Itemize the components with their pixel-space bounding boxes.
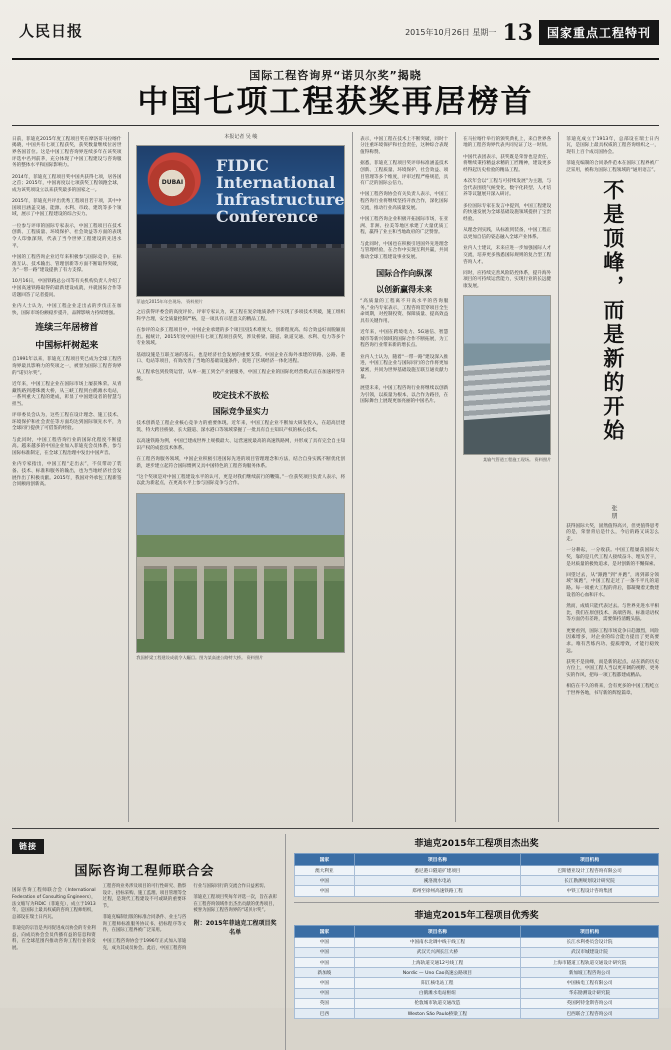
- paragraph: 自1991年以来，菲迪克工程项目奖已成为全球工程咨询界最具影响力的奖项之一，被誉为国际工程咨询界的“诺贝尔奖”。: [12, 357, 122, 376]
- awards-table-2: [294, 925, 659, 1020]
- column-header: 国家: [295, 925, 355, 937]
- table-row: [295, 998, 659, 1008]
- headline-divider: [12, 125, 659, 126]
- cell-country: 澳大利亚: [295, 866, 355, 876]
- awards-table-2-title: 菲迪克2015年工程项目优秀奖: [414, 910, 539, 921]
- cell-org: 长江勘测规划设计研究院: [521, 876, 659, 886]
- paragraph: 评审委员会认为，这些工程在设计理念、施工技术、环境保护和社会责任等方面均达到国际领先水平，为全球同行提供了可借鉴的经验。: [12, 413, 122, 432]
- paragraph: 菲迪克成立于1913年，总部设在瑞士日内瓦，是国际上最具权威的工程咨询组织之一，现有上百个成员国协会。: [566, 136, 659, 155]
- paragraph: 日前，菲迪克2015年度工程项目奖在摩洛哥马拉喀什揭晓，中国共有七项工程获奖，获奖数量继续位居世界各国首位。这是中国工程咨询界连续多年在该奖项评选中名列前茅，充分体现了中国工程建设与咨询服务的整体水平和国际影响力。: [12, 136, 122, 169]
- cell-project: 上海轨道交通12号线工程: [354, 958, 520, 968]
- pipeline-tube: [463, 359, 551, 420]
- paragraph: 近年来，中国在跨境电力、5G通信、智慧城市等新兴领域的国际合作不断拓展，为工程咨询行业带来新的增长点。: [360, 330, 449, 349]
- paragraph: 基础设施是互联互通的基石，也是经济社会发展的重要支撑。中国企业在海外承建的铁路、公路、港口、电站等项目，有效改善了当地的基础设施条件，促进了区域经济一体化进程。: [136, 352, 346, 365]
- paragraph: 之后获得评委会的高度评价。评审专家认为，该工程在复杂地质条件下实现了多项技术突破，施工组织科学合理，安全质量控制严格，是一项具有示范意义的精品工程。: [136, 310, 346, 322]
- paragraph: 业内人士建议，未来应进一步加强国际人才交流，培养更多熟悉国际规则的复合型工程咨询人才。: [463, 246, 552, 265]
- cell-project: 白鹤滩水电站枢纽: [354, 988, 520, 998]
- box-body: [12, 884, 277, 952]
- paragraph: 然而，成绩只能代表过去。与世界先进水平相比，我们在原创技术、高端咨询、标准话语权等方面仍有差距，需要保持清醒头脑。: [566, 604, 659, 623]
- paragraph: 与此同时，中国也在积极引进国外先进理念与管理经验，在合作中实现互利共赢，共同推动全球工程建设事业发展。: [360, 241, 449, 260]
- issue-date: 2015年10月26日 星期一: [405, 28, 497, 37]
- newspaper-logo: 人民日报: [18, 21, 83, 40]
- photo-stage: [137, 248, 344, 296]
- column-header: 项目名称: [354, 925, 520, 937]
- cell-org: 巴斯德亚设计工程咨询有限公司: [521, 866, 659, 876]
- masthead-right: [405, 14, 659, 45]
- column-divider: [558, 132, 559, 822]
- masthead: [12, 14, 659, 60]
- table-row: [295, 876, 659, 886]
- paragraph: 中国的工程咨询企业近年来积极参与国际竞争，在标准互认、技术输出、管理创新等方面不断取得突破，为“一带一路”建设提供了有力支撑。: [12, 254, 122, 274]
- paragraph: 在马拉喀什举行的颁奖典礼上，来自世界各地的工程咨询界代表共同见证了这一时刻。: [463, 136, 552, 149]
- section-subhead: 中国标杆树起来: [35, 341, 99, 352]
- photo-caption: 菲迪克2015年年会现场。 资料照片: [136, 299, 203, 305]
- paragraph: 中国工程咨询协会于1996年正式加入菲迪克，成为其成员协会。此后，中国工程咨询行业与国际同行的交流合作日益密切。: [102, 884, 268, 951]
- paragraph: 从工程承包到投资运营，从单一施工到全产业链服务，中国工程企业的国际化经营模式正在加速转型升级。: [136, 370, 346, 383]
- link-tag: 链接: [12, 839, 44, 854]
- special-section-badge: 国家重点工程特刊: [539, 20, 659, 45]
- bottom-section: [12, 828, 659, 1050]
- photo-caption: 某输气管道工程施工现场。 资料照片: [482, 457, 552, 463]
- paragraph: “高质量的工程离不开高水平的咨询服务。”业内专家表示，工程咨询贯穿项目全生命周期，对控制投资、保障质量、提高效益具有关键作用。: [360, 298, 449, 324]
- pipeline-photo: [463, 295, 551, 455]
- cell-org: 英国阿特金斯咨询公司: [521, 998, 659, 1008]
- cell-project: 阳江核电站工程: [354, 978, 520, 988]
- paragraph: 更要看到，国际工程市场竞争日趋激烈，风险因素增多，对企业的综合能力提出了更高要求。唯有苦练内功、提质增效，才能行稳致远。: [566, 628, 659, 654]
- box-title: 国际咨询工程师联合会: [74, 864, 215, 880]
- cell-project: 悉尼港口隧道扩建项目: [354, 866, 520, 876]
- paragraph: 10月16日，中国铁路总公司等有关机构负责人介绍了中国高速铁路取得的最新建设成就，并就国际合作等话题回答了记者提问。: [12, 279, 122, 298]
- paragraph: 技术创新是工程企业核心竞争力的重要体现。近年来，中国工程企业不断加大研发投入，在超高层建筑、特大跨径桥梁、长大隧道、深水港口等领域掌握了一批具有自主知识产权的核心技术。: [136, 421, 346, 433]
- paragraph: 工程咨询业务涉及项目的可行性研究、勘察设计、招标采购、施工监理、项目管理等全过程，是现代工程建设不可或缺的重要环节。: [102, 884, 187, 909]
- paragraph: 近年来，中国工程企业在国际市场上屡获殊荣。从青藏铁路到港珠澳大桥，从三峡工程到白鹤滩水电站，一系列重大工程的建成，彰显了中国建设者的智慧与担当。: [12, 381, 122, 407]
- page-number: 13: [502, 19, 533, 46]
- section-subhead: 国际合作向纵深: [376, 267, 433, 278]
- cell-project: Nordic — Uno Cao高速公路项目: [354, 968, 520, 978]
- paragraph: 获得国际大奖，固然值得高兴，但更值得思考的是，荣誉背后是什么，今后的路又该怎么走。: [566, 523, 659, 542]
- bridge-photo: [136, 493, 345, 653]
- cell-org: 长江水利委员会设计院: [521, 937, 659, 947]
- column-4: [463, 132, 551, 822]
- paragraph: 一分耕耘，一分收获。中国工程屡获国际大奖，靠的是几代工程人接续奋斗、埋头苦干，是对质量的极致追求，是对创新的不懈探索。: [566, 548, 659, 567]
- paragraph: 展望未来，中国工程咨询行业将继续以创新为引领，以质量为根本，以合作为路径，在国际舞台上展现更加亮丽的中国名片。: [360, 385, 449, 405]
- article-columns: [12, 132, 659, 822]
- paragraph: 菲迪克编制的合同条件范本在国际工程界被广泛采用，被称为国际工程领域的“通用语言”。: [566, 161, 659, 173]
- table-row: [295, 937, 659, 947]
- table-header-row: [295, 925, 659, 937]
- table-row: [295, 978, 659, 988]
- paragraph: 中国代表团表示，获奖既是荣誉也是责任，将继续秉持精益求精的工匠精神，建设更多经得起历史检验的精品工程。: [463, 154, 552, 173]
- headline-kicker: 国际工程咨询界“诺贝尔奖”揭晓: [249, 69, 422, 82]
- cell-org: 中铁工程设计咨询集团: [521, 886, 659, 896]
- cell-country: 中国: [295, 876, 355, 886]
- cell-org: 武汉市城建设计院: [521, 947, 659, 957]
- cell-org: 新加坡工程咨询公司: [521, 968, 659, 978]
- section-subhead: 以创新赢得未来: [376, 283, 433, 294]
- table-row: [295, 988, 659, 998]
- cell-country: 中国: [295, 958, 355, 968]
- column-divider: [285, 834, 286, 1050]
- paragraph: 本次年会以“工程与可持续发展”为主题，与会代表围绕气候变化、数字化转型、人才培养等议题展开深入研讨。: [463, 179, 552, 198]
- cell-project: 溪洛渡水电站: [354, 876, 520, 886]
- section-subhead: 国际竞争显实力: [212, 406, 269, 417]
- paragraph: 同时，应持续完善风险防控体系，提升海外项目的可持续运营能力，实现行业的长远健康发展。: [463, 270, 552, 290]
- paragraph: 业内专家指出，中国工程“走出去”，不仅带动了装备、技术、标准和服务的输出，也为当地经济社会发展作出了积极贡献。2015年，我国对外承包工程新签合同额再创新高。: [12, 462, 122, 488]
- cell-country: 新加坡: [295, 968, 355, 978]
- photo-banner-title: FIDIC International Infrastructure Conference: [215, 156, 345, 226]
- paragraph: 菲迪克工程项目奖每年评选一次，旨在表彰在工程咨询领域作出杰出贡献的优秀项目，被誉为国际工程咨询界的“诺贝尔奖”。: [193, 895, 277, 914]
- commentary-title: 不是顶峰，而是新的开始: [600, 179, 626, 444]
- table-row: [295, 886, 659, 896]
- column-2: [136, 132, 345, 822]
- cell-org: 中国核电工程有限公司: [521, 978, 659, 988]
- paragraph: 2015年，菲迪克共评出优秀工程项目若干项，其中中国项目涵盖交通、能源、水利、市政、建筑等多个领域，展示了中国工程建设的综合实力。: [12, 199, 122, 218]
- cell-country: 巴西: [295, 1008, 355, 1018]
- cell-project: 武汉天兴洲长江大桥: [354, 947, 520, 957]
- table-header-row: [295, 854, 659, 866]
- paragraph: 在工程咨询服务领域，中国企业积极引进国际先进的项目管理理念和方法，结合自身实践不断优化创新，逐步建立起符合国际惯例又具中国特色的工程咨询服务体系。: [136, 456, 346, 469]
- awards-table-1: [294, 853, 659, 897]
- paragraph: 中国工程咨询企业积极开拓国际市场，在亚洲、非洲、拉美等地区承建了大量优质工程，赢得了业主和当地政府的广泛赞誉。: [360, 217, 449, 236]
- paragraph: 一位参与评审的国际专家表示，中国工程项目在技术创新、工程质量、环境保护、社会效益等方面的表现令人印象深刻，代表了当今世界工程建设的先进水平。: [12, 223, 122, 249]
- paragraph: 多位国际专家在发言中提到，中国工程建设的快速发展为全球基础设施领域提供了宝贵经验。: [463, 203, 552, 223]
- cell-project: Weston São Paulo桥梁工程: [354, 1008, 520, 1018]
- cell-country: 中国: [295, 937, 355, 947]
- section-subhead: 咬定技术不放松: [212, 389, 269, 400]
- paragraph: 相信在不久的将来，会有更多的中国工程屹立于世界各地，书写新的辉煌篇章。: [566, 684, 659, 697]
- table-row: [295, 1008, 659, 1018]
- cell-country: 中国: [295, 947, 355, 957]
- paragraph: 中国工程咨询协会有关负责人表示，中国工程咨询行业将继续坚持开放合作，深化国际交流，推动行业高质量发展。: [360, 192, 449, 211]
- table-row: [295, 947, 659, 957]
- section-subhead: 连续三年居榜首: [35, 323, 99, 334]
- bridge-piers: [137, 566, 344, 639]
- paragraph: 表示，中国工程在技术上不断突破，同时十分注重环境保护和社会责任，这种综合表现值得称赞。: [360, 136, 449, 155]
- cell-org: 华东勘测设计研究院: [521, 988, 659, 998]
- conference-photo: [136, 145, 345, 297]
- commentary-author: 张 朋: [609, 505, 617, 520]
- table-row: [295, 958, 659, 968]
- paragraph: 业内人士认为，中国工程企业走出去的步伐正在加快，国际市场份额稳步提升，品牌影响力持续增强。: [12, 304, 122, 316]
- column-5: [566, 132, 659, 822]
- column-header: 项目机构: [521, 854, 659, 866]
- cell-country: 中国: [295, 988, 355, 998]
- column-header: 项目名称: [354, 854, 520, 866]
- cell-country: 中国: [295, 886, 355, 896]
- paragraph: 国际咨询工程师联合会（International Federation of Consulting Engineers），法文缩写为FIDIC（菲迪克），成立于1913年，是国际上最具权威的咨询工程师组织，总部设在瑞士日内瓦。: [12, 888, 96, 920]
- paragraph: 菲迪克的宗旨是共同促进成员协会的专业利益，向成员协会会员传播有益的信息和资料，在全球范围内推动咨询工程行业的发展。: [12, 925, 96, 951]
- cell-org: 上海市隧道工程轨道交通设计研究院: [521, 958, 659, 968]
- table-row: [295, 866, 659, 876]
- column-3: [360, 132, 448, 822]
- paragraph: 在参评的众多工程项目中，中国企业承建的多个项目因技术难度大、创新程度高、综合效益好而脱颖而出。据统计，2015年度中国共有七项工程项目获奖，涉及桥梁、隧道、轨道交通、水利、电力等多个专业领域。: [136, 327, 346, 347]
- awards-tables: [294, 834, 659, 1050]
- sidebar-link-box: [12, 834, 277, 1050]
- cell-org: 巴西联合工程咨询公司: [521, 1008, 659, 1018]
- cell-project: 郑州至徐州高速铁路工程: [354, 886, 520, 896]
- attachment-heading: 附：2015年菲迪克工程项目奖名单: [193, 920, 277, 937]
- cell-project: 中国南水北调中线干线工程: [354, 937, 520, 947]
- paragraph: 据悉，菲迪克工程项目奖评审标准涵盖技术创新、工程质量、环境保护、社会效益、项目管理等多个维度，评审过程严格规范，具有广泛的国际公信力。: [360, 161, 449, 187]
- paragraph: 获奖不是顶峰，而是新的起点。站在新的历史方位上，中国工程人当以更开阔的视野、更务实的作风，把每一项工程都建成精品。: [566, 659, 659, 679]
- paragraph: 业内人士认为，随着“一带一路”建设深入推进，中国工程企业与国际同行的合作将更加紧密，共同为世界基础设施互联互通贡献力量。: [360, 354, 449, 380]
- paragraph: 从理念到实践，从标准到装备，中国工程正以更加自信的姿态融入全球产业体系。: [463, 228, 552, 240]
- cell-project: 伦敦城市轨道交通改造: [354, 998, 520, 1008]
- paragraph: 与此同时，中国工程咨询行业的国际化程度不断提高。越来越多的中国企业加入菲迪克会员体系，参与国际标准制定，在全球工程治理中发出中国声音。: [12, 437, 122, 456]
- awards-table-1-title: 菲迪克2015年工程项目杰出奖: [414, 839, 539, 850]
- column-divider: [128, 132, 129, 822]
- paragraph: “这个奖项是对中国工程建设水平的认可，更是对我们继续前行的鞭策。”一位获奖项目负责人表示，将以此为新起点，在更高水平上参与国际竞争与合作。: [136, 474, 346, 487]
- column-1: [12, 132, 121, 822]
- bridge-deck: [137, 557, 344, 566]
- column-divider: [455, 132, 456, 822]
- photo-caption: 我国桥梁工程建设成就令人瞩目。图为某高速公路特大桥。 资料照片: [136, 654, 264, 660]
- cell-country: 中国: [295, 978, 355, 988]
- fidic-logo-icon: DUBAI: [149, 160, 195, 206]
- paragraph: 以高速铁路为例，中国已建成世界上规模最大、运营速度最高的高速铁路网，并形成了具有完全自主知识产权的成套技术体系。: [136, 439, 346, 451]
- table-separator: [294, 902, 659, 903]
- page-title: 中国七项工程获奖再居榜首: [137, 84, 534, 120]
- paragraph: 2014年，菲迪克工程项目奖中国共获得七项，居各国之首；2015年，中国再度以七项获奖工程领跑全球，成为该奖项设立以来获奖最多的国家之一。: [12, 174, 122, 193]
- column-divider: [352, 132, 353, 822]
- paragraph: 菲迪克编制出版的标准合同条件、业主与咨询工程师标准服务协议书、招标程序等文件，在国际工程界被广泛采用。: [102, 914, 187, 934]
- column-header: 项目机构: [521, 925, 659, 937]
- cell-country: 英国: [295, 998, 355, 1008]
- table-row: [295, 968, 659, 978]
- column-header: 国家: [295, 854, 355, 866]
- byline: 本报记者 吴 峻: [224, 134, 258, 141]
- paragraph: 回望过去，从“跟跑”到“并跑”，再到部分领域“领跑”，中国工程走过了一条不平凡的道路。每一项重大工程的背后，都凝聚着无数建设者的心血和汗水。: [566, 572, 659, 598]
